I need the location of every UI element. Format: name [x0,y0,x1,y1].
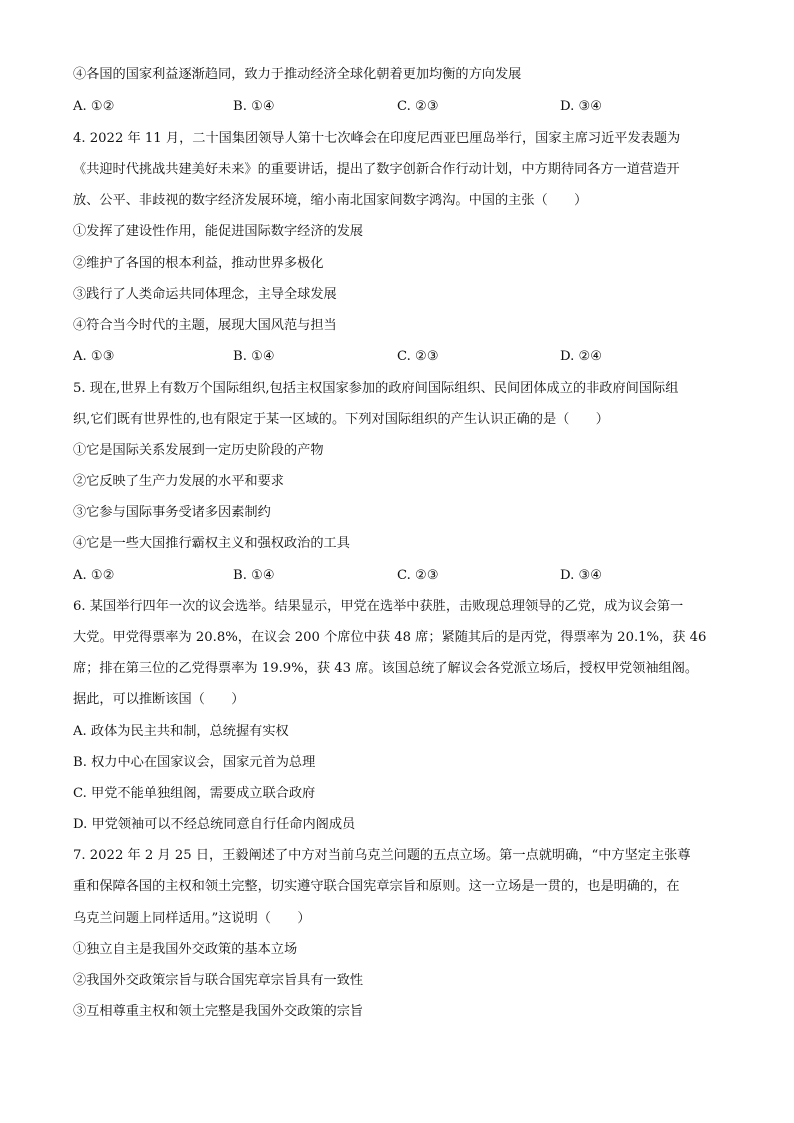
q7-item-1: ①独立自主是我国外交政策的基本立场 [73,942,298,957]
q4-option-c: C. ②③ [397,349,439,364]
q5-option-d: D. ③④ [560,568,603,583]
q6-stem-line-1: 6. 某国举行四年一次的议会选举。结果显示，甲党在选举中获胜，击败现总理领导的乙党，成为议会第一 [73,599,684,614]
q7-item-3: ③互相尊重主权和领土完整是我国外交政策的宗旨 [73,1004,364,1019]
q4-options [73,347,723,367]
q5-item-2: ②它反映了生产力发展的水平和要求 [73,474,284,489]
q6-stem-line-2: 大党。甲党得票率为 20.8%，在议会 200 个席位中获 48 席；紧随其后的是丙党，得票率为 20.1%，获 46 [73,630,707,645]
q4-item-1: ①发挥了建设性作用，能促进国际数字经济的发展 [73,224,364,239]
q4-stem-line-3: 放、公平、非歧视的数字经济发展环境，缩小南北国家间数字鸿沟。中国的主张（ ） [73,193,588,208]
q7-item-2: ②我国外交政策宗旨与联合国宪章宗旨具有一致性 [73,973,364,988]
q5-option-b: B. ①④ [233,568,275,583]
q3-options [73,97,723,117]
q4-stem-line-1: 4. 2022 年 11 月，二十国集团领导人第十七次峰会在印度尼西亚巴厘岛举行，国家主席习近平发表题为 [73,131,681,146]
q5-item-3: ③它参与国际事务受诸多因素制约 [73,505,271,520]
q4-item-4: ④符合当今时代的主题，展现大国风范与担当 [73,318,337,333]
q4-item-3: ③践行了人类命运共同体理念，主导全球发展 [73,287,337,302]
q5-item-1: ①它是国际关系发展到一定历史阶段的产物 [73,443,324,458]
q5-options [73,566,723,586]
q5-stem-line-2: 织,它们既有世界性的,也有限定于某一区域的。下列对国际组织的产生认识正确的是（ ） [73,412,609,427]
q5-option-a: A. ①② [73,568,115,583]
q5-option-c: C. ②③ [397,568,439,583]
q7-stem-line-2: 重和保障各国的主权和领土完整，切实遵守联合国宪章宗旨和原则。这一立场是一贯的，也是明确的，在 [73,879,680,894]
q3-option-b: B. ①④ [233,99,275,114]
q4-item-2: ②维护了各国的根本利益，推动世界多极化 [73,256,324,271]
q6-choice-a: A. 政体为民主共和制，总统握有实权 [73,724,289,739]
q6-stem-line-4: 据此，可以推断该国（ ） [73,692,245,707]
q6-choice-d: D. 甲党领袖可以不经总统同意自行任命内阁成员 [73,817,356,832]
q3-item-4: ④各国的国家利益逐渐趋同，致力于推动经济全球化朝着更加均衡的方向发展 [73,67,522,82]
q4-stem-line-2: 《共迎时代挑战共建美好未来》的重要讲话，提出了数字创新合作行动计划，中方期待同各方一道营造开 [73,162,680,177]
q7-stem-line-3: 乌克兰问题上同样适用。”这说明（ ） [73,911,311,926]
q3-option-a: A. ①② [73,99,115,114]
q6-stem-line-3: 席；排在第三位的乙党得票率为 19.9%，获 43 席。该国总统了解议会各党派立场后，授权甲党领袖组阁。 [73,661,699,676]
q6-choice-b: B. 权力中心在国家议会，国家元首为总理 [73,755,316,770]
q5-stem-line-1: 5. 现在,世界上有数万个国际组织,包括主权国家参加的政府间国际组织、民间团体成立的非政府间国际组 [73,381,679,396]
q7-stem-line-1: 7. 2022 年 2 月 25 日，王毅阐述了中方对当前乌克兰问题的五点立场。第一点就明确，“中方坚定主张尊 [73,848,691,863]
q3-option-c: C. ②③ [397,99,439,114]
q4-option-d: D. ②④ [560,349,603,364]
q4-option-a: A. ①③ [73,349,115,364]
q6-choice-c: C. 甲党不能单独组阁，需要成立联合政府 [73,786,316,801]
q4-option-b: B. ①④ [233,349,275,364]
q3-option-d: D. ③④ [560,99,603,114]
q5-item-4: ④它是一些大国推行霸权主义和强权政治的工具 [73,536,350,551]
